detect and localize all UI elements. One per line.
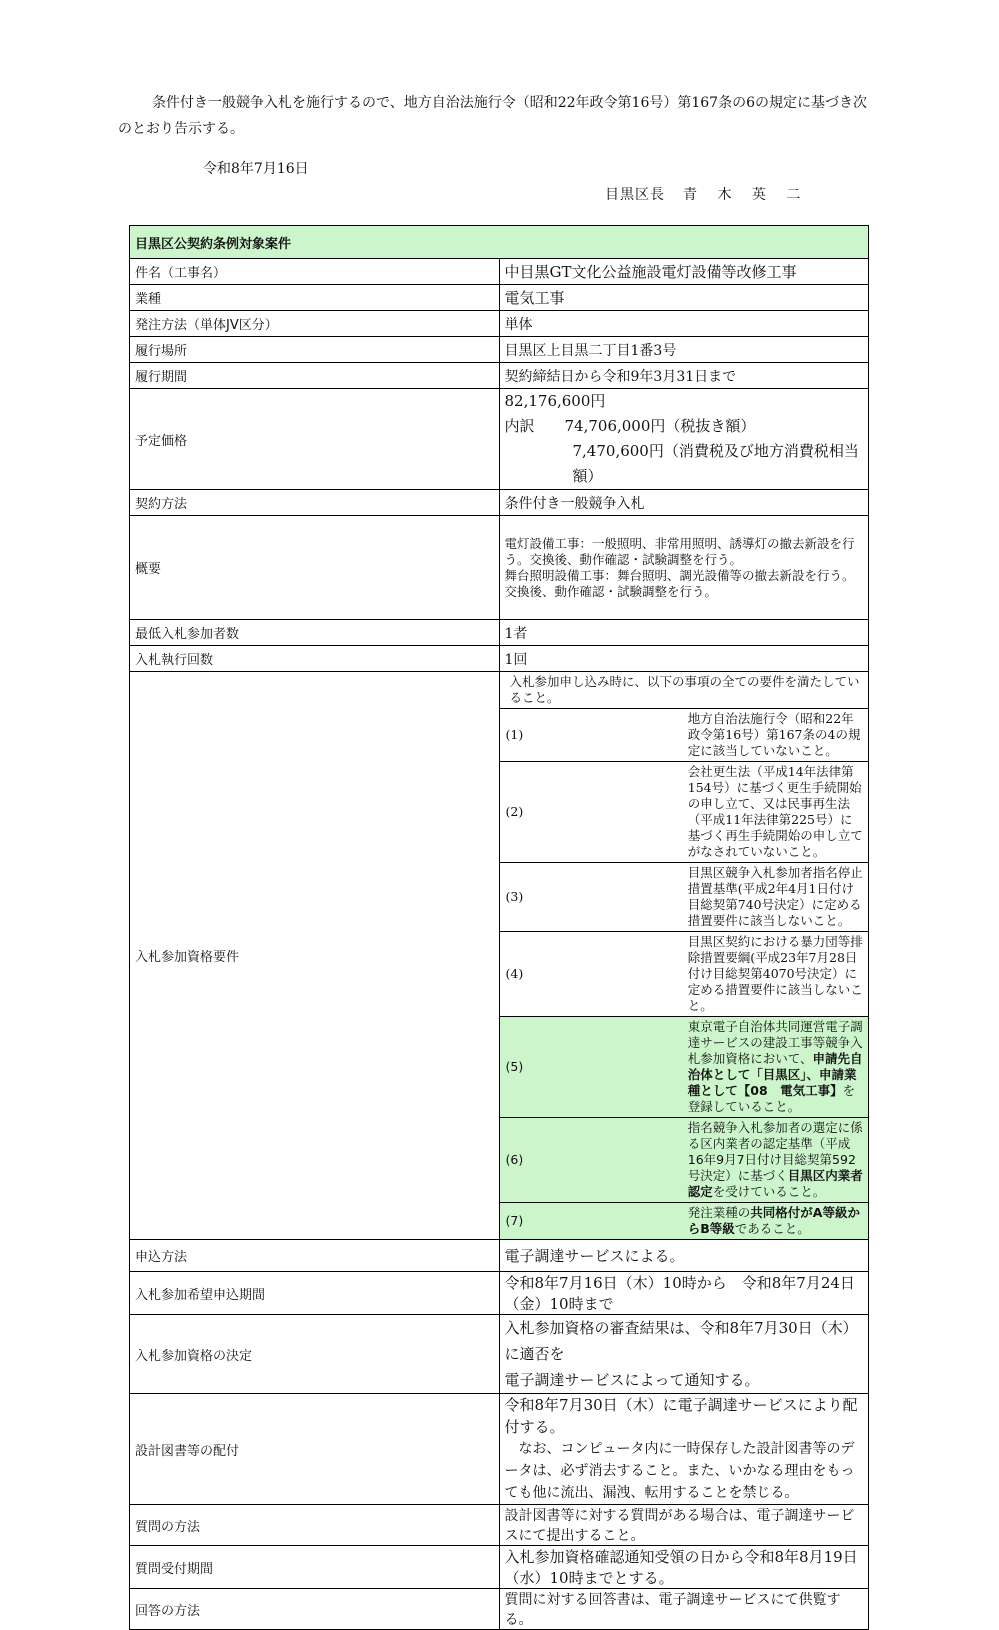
table-row bbox=[130, 1505, 869, 1546]
item-text: 地方自治法施行令（昭和22年政令第16号）第167条の4の規定に該当していないこと。 bbox=[684, 709, 868, 762]
table-row bbox=[130, 363, 869, 389]
project-name: 中目黒GT文化公益施設電灯設備等改修工事 bbox=[499, 259, 869, 285]
table-row bbox=[130, 337, 869, 363]
period-value: 契約締結日から令和9年3月31日まで bbox=[499, 363, 869, 389]
row-label: 質問受付期間 bbox=[130, 1546, 500, 1589]
price-breakdown-label: 内訳 bbox=[504, 417, 535, 435]
list-item bbox=[500, 863, 869, 932]
item-number: (4) bbox=[500, 932, 684, 1017]
drawings-distribution-value: 令和8年7月30日（木）に電子調達サービスにより配付する。 なお、コンピュータ内に一時保存した設計図書等のデータは、必ず消去すること。また、いかなる理由をもっても他に流出、漏洩、転用することを禁じる。 bbox=[499, 1394, 869, 1505]
application-method-value: 電子調達サービスによる。 bbox=[499, 1240, 869, 1272]
table-row bbox=[130, 1546, 869, 1589]
table-row bbox=[130, 672, 869, 1240]
qualification-requirements bbox=[499, 672, 869, 1240]
highlight-text: 申請先自治体として「目黒区」、申請業種として【08 電気工事】 bbox=[687, 1051, 863, 1098]
row-label: 入札執行回数 bbox=[130, 646, 500, 672]
notice-intro: 条件付き一般競争入札を施行するので、地方自治法施行令（昭和22年政令第16号）第167条の6の規定に基づき次のとおり告示する。 bbox=[118, 95, 867, 137]
item-number: (1) bbox=[500, 709, 684, 762]
min-bidders-value: 1者 bbox=[499, 620, 869, 646]
item-text: 指名競争入札参加者の選定に係る区内業者の認定基準（平成16年9月7日付け目総契第592号決定）に基づく目黒区内業者認定を受けていること。 bbox=[684, 1118, 868, 1203]
row-label: 予定価格 bbox=[130, 389, 500, 490]
row-label: 入札参加希望申込期間 bbox=[130, 1272, 500, 1315]
question-method-value: 設計図書等に対する質問がある場合は、電子調達サービスにて提出すること。 bbox=[499, 1505, 869, 1546]
item-number: (7) bbox=[500, 1203, 684, 1240]
row-label: 概要 bbox=[130, 516, 500, 620]
summary-line: 電灯設備工事：一般照明、非常用照明、誘導灯の撤去新設を行う。交換後、動作確認・試験調整を行う。 bbox=[504, 535, 855, 567]
table-row bbox=[130, 516, 869, 620]
table-row bbox=[130, 620, 869, 646]
application-period-value: 令和8年7月16日（木）10時から 令和8年7月24日（金）10時まで bbox=[499, 1272, 869, 1315]
row-label: 履行場所 bbox=[130, 337, 500, 363]
highlight-text: 共同格付がA等級からB等級 bbox=[687, 1205, 860, 1236]
contract-method-value: 条件付き一般競争入札 bbox=[499, 490, 869, 516]
list-item bbox=[500, 1017, 869, 1118]
table-row bbox=[130, 646, 869, 672]
price-excl-tax: 74,706,000円（税抜き額） bbox=[564, 417, 756, 435]
list-item bbox=[500, 672, 869, 709]
list-item bbox=[500, 709, 869, 762]
item-text: 目黒区競争入札参加者指名停止措置基準(平成2年4月1日付け目総契第740号決定）に定める措置要件に該当しないこと。 bbox=[684, 863, 868, 932]
row-label: 発注方法（単体JV区分） bbox=[130, 311, 500, 337]
item-text: 会社更生法（平成14年法律第154号）に基づく更生手続開始の申し立て、又は民事再生法（平成11年法律第225号）に基づく再生手続開始の申し立てがなされていないこと。 bbox=[684, 762, 868, 863]
list-item bbox=[500, 1118, 869, 1203]
table-row bbox=[130, 1394, 869, 1505]
row-label: 件名（工事名） bbox=[130, 259, 500, 285]
summary-value bbox=[499, 516, 869, 620]
answer-method-value: 質問に対する回答書は、電子調達サービスにて供覧する。 bbox=[499, 1589, 869, 1630]
list-item bbox=[500, 932, 869, 1017]
item-text: 東京電子自治体共同運営電子調達サービスの建設工事等競争入札参加資格において、申請先自治体として「目黒区」、申請業種として【08 電気工事】を登録していること。 bbox=[684, 1017, 868, 1118]
item-number: (5) bbox=[500, 1017, 684, 1118]
table-row bbox=[130, 311, 869, 337]
item-number: (3) bbox=[500, 863, 684, 932]
signer-name: 青 木 英 二 bbox=[683, 187, 809, 203]
table-row bbox=[130, 490, 869, 516]
row-label: 設計図書等の配付 bbox=[130, 1394, 500, 1505]
table-row bbox=[130, 1272, 869, 1315]
row-label: 回答の方法 bbox=[130, 1589, 500, 1630]
row-label: 質問の方法 bbox=[130, 1505, 500, 1546]
table-row bbox=[130, 285, 869, 311]
summary-line: 舞台照明設備工事：舞台照明、調光設備等の撤去新設を行う。交換後、動作確認・試験調整を行う。 bbox=[504, 567, 855, 599]
list-item bbox=[500, 762, 869, 863]
price-total: 82,176,600円 bbox=[504, 392, 606, 410]
row-label: 業種 bbox=[130, 285, 500, 311]
notice-date: 令和8年7月16日 bbox=[203, 161, 309, 177]
row-label: 申込方法 bbox=[130, 1240, 500, 1272]
table-header: 目黒区公契約条例対象案件 bbox=[130, 226, 869, 259]
requirements-intro: 入札参加申し込み時に、以下の事項の全ての要件を満たしていること。 bbox=[500, 672, 869, 709]
table-row bbox=[130, 1240, 869, 1272]
list-item bbox=[500, 1203, 869, 1240]
row-label: 入札参加資格の決定 bbox=[130, 1315, 500, 1394]
row-label: 入札参加資格要件 bbox=[130, 672, 500, 1240]
industry-value: 電気工事 bbox=[499, 285, 869, 311]
table-row bbox=[130, 1315, 869, 1394]
item-text: 発注業種の共同格付がA等級からB等級であること。 bbox=[684, 1203, 868, 1240]
row-label: 履行期間 bbox=[130, 363, 500, 389]
signer-title: 目黒区長 bbox=[605, 187, 665, 203]
tender-table bbox=[129, 225, 869, 1630]
row-label: 最低入札参加者数 bbox=[130, 620, 500, 646]
table-row bbox=[130, 259, 869, 285]
question-period-value: 入札参加資格確認通知受領の日から令和8年8月19日（水）10時までとする。 bbox=[499, 1546, 869, 1589]
item-number: (6) bbox=[500, 1118, 684, 1203]
location-value: 目黒区上目黒二丁目1番3号 bbox=[499, 337, 869, 363]
bid-rounds-value: 1回 bbox=[499, 646, 869, 672]
item-number: (2) bbox=[500, 762, 684, 863]
qualification-decision-value: 入札参加資格の審査結果は、令和8年7月30日（木）に適否を 電子調達サービスによって通知する。 bbox=[499, 1315, 869, 1394]
item-text: 目黒区契約における暴力団等排除措置要綱(平成23年7月28日付け目総契第4070号決定）に定める措置要件に該当しないこと。 bbox=[684, 932, 868, 1017]
planned-price bbox=[499, 389, 869, 490]
order-method-value: 単体 bbox=[499, 311, 869, 337]
row-label: 契約方法 bbox=[130, 490, 500, 516]
table-row bbox=[130, 389, 869, 490]
price-tax: 7,470,600円（消費税及び地方消費税相当額） bbox=[572, 442, 859, 485]
highlight-text: 目黒区内業者認定 bbox=[687, 1168, 863, 1199]
table-row bbox=[130, 1589, 869, 1630]
table-header-row bbox=[130, 226, 869, 259]
signer bbox=[605, 184, 808, 204]
